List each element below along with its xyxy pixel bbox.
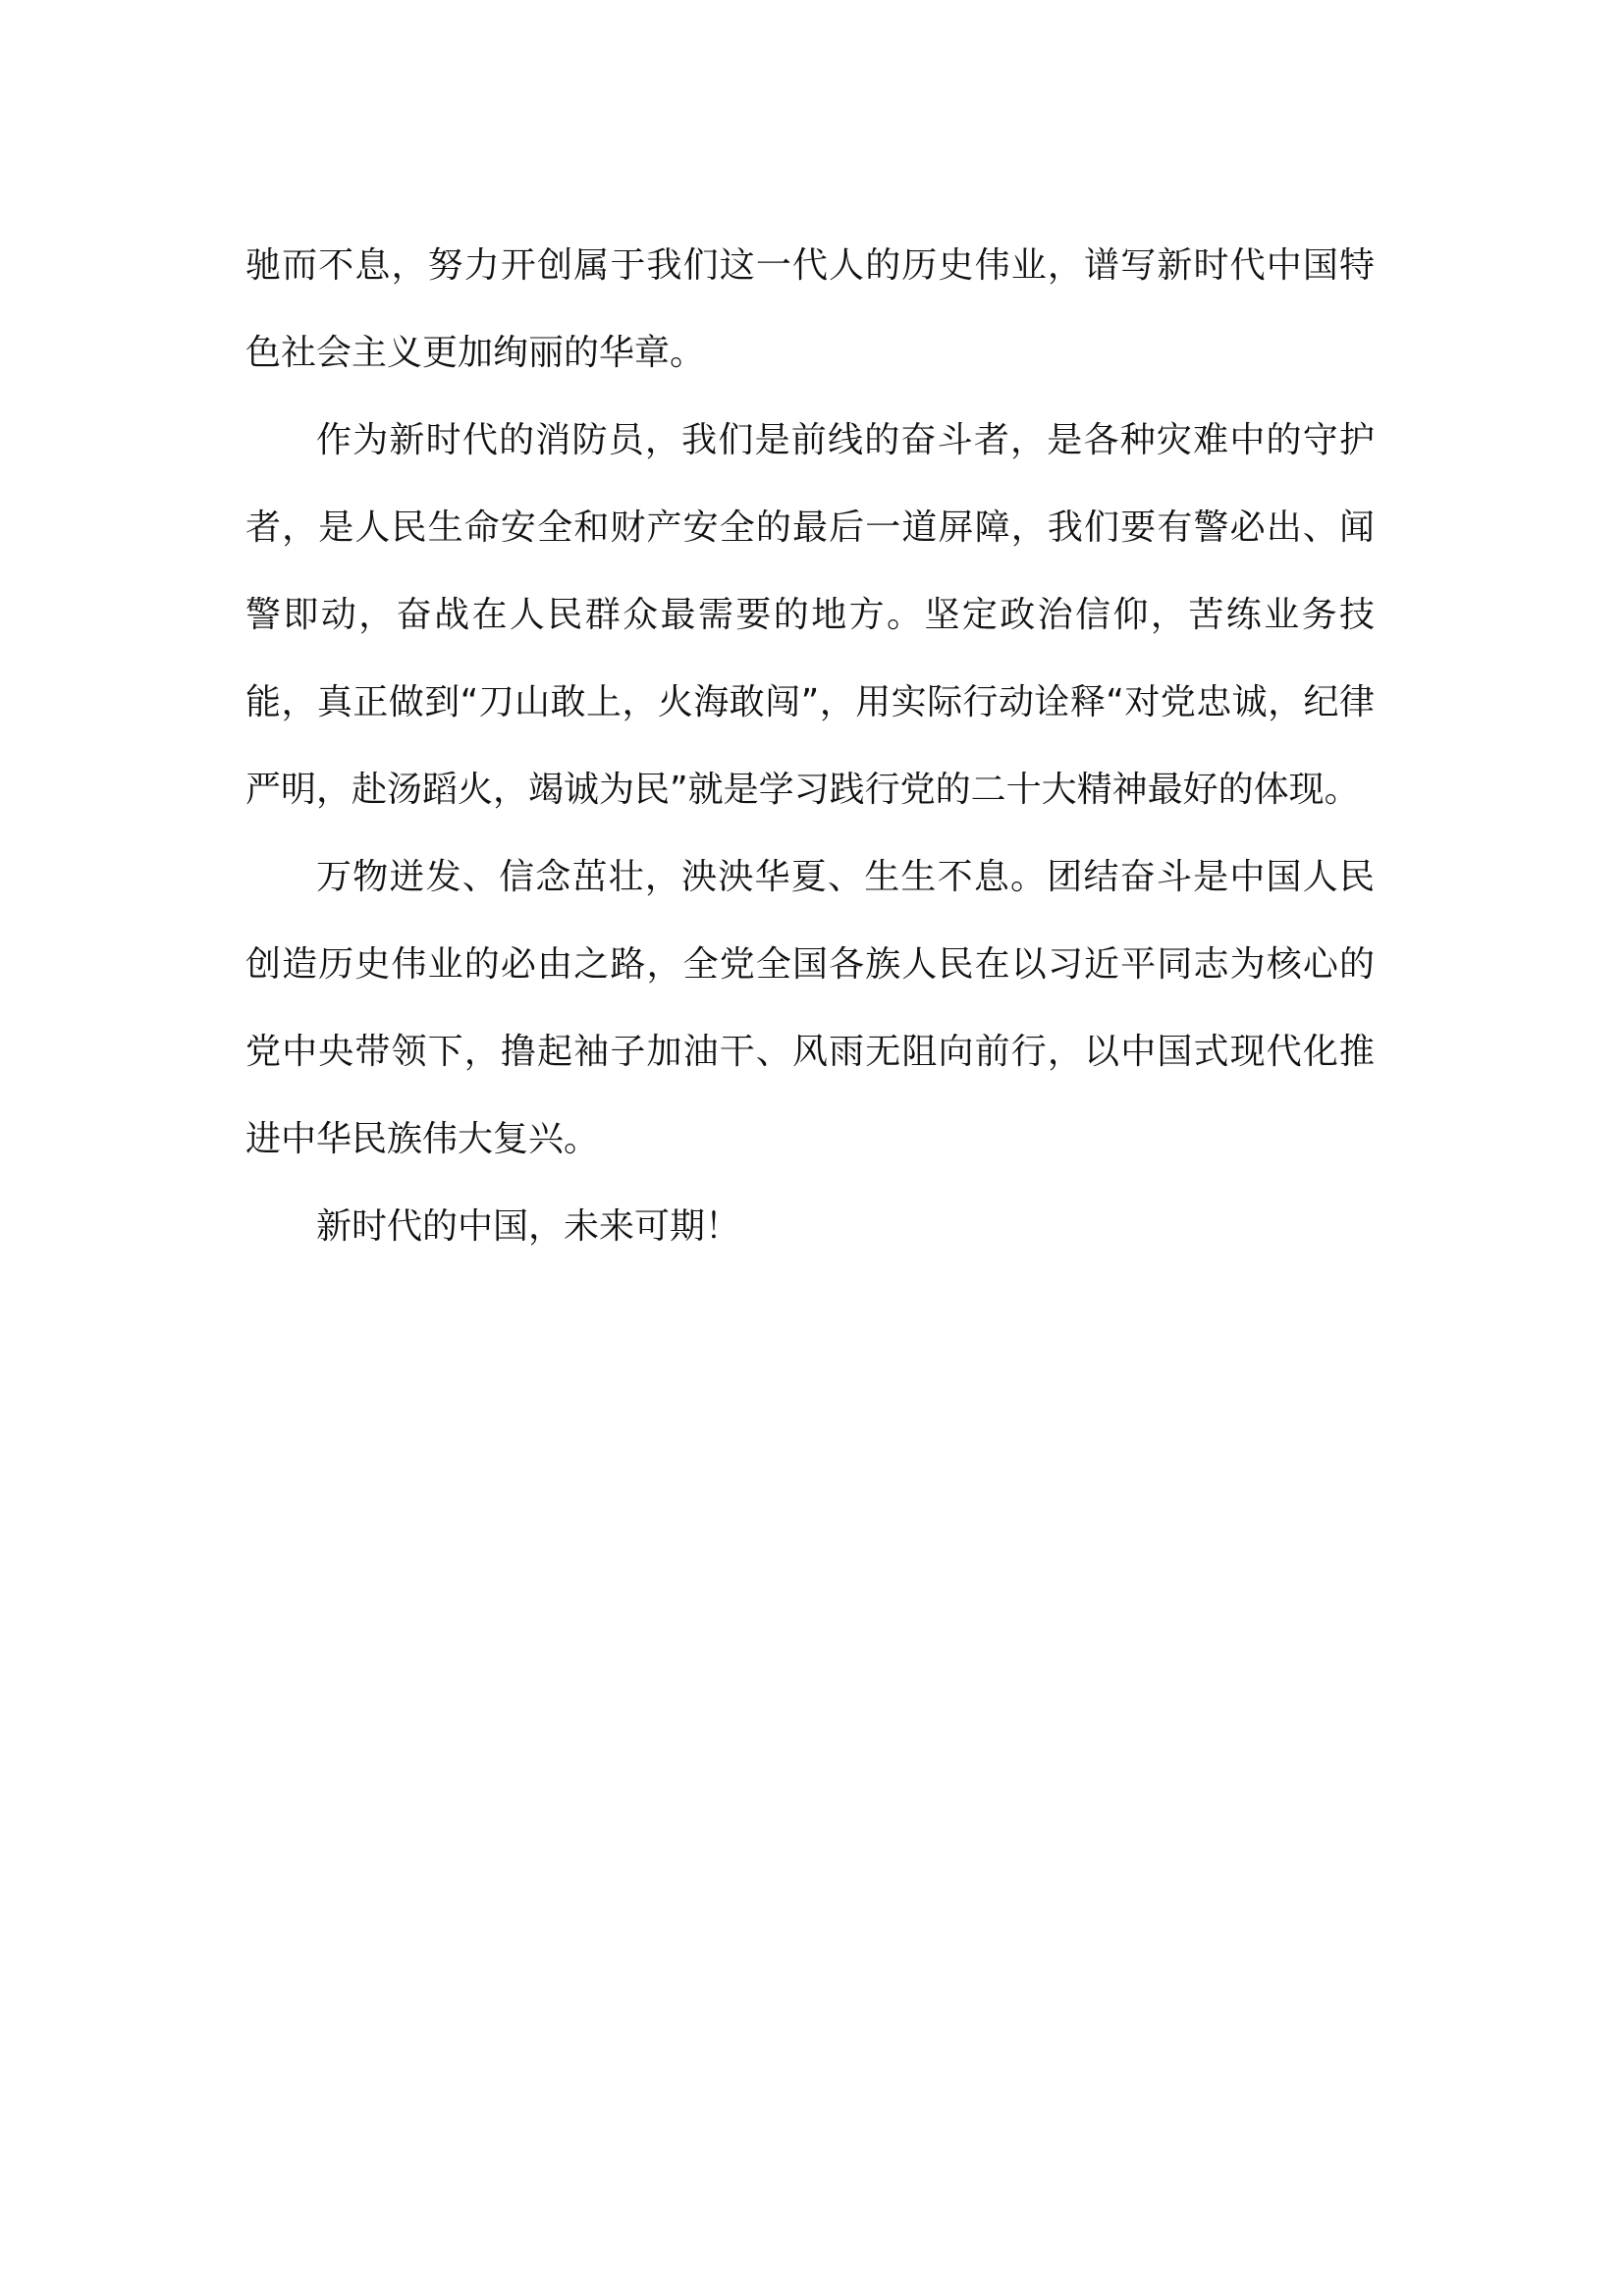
document-body xyxy=(245,222,1375,1270)
paragraph-4: 新时代的中国，未来可期！ xyxy=(316,1206,741,1247)
paragraph-3: 万物迸发、信念茁壮，泱泱华夏、生生不息。团结奋斗是中国人民创造历史伟业的必由之路，全党全国各族人民在以习近平同志为核心的党中央带领下，撸起袖子加油干、风雨无阻向前行，以中国式现代化推进中华民族伟大复兴。 xyxy=(245,857,1375,1159)
paragraph-2: 作为新时代的消防员，我们是前线的奋斗者，是各种灾难中的守护者，是人民生命安全和财产安全的最后一道屏障，我们要有警必出、闻警即动，奋战在人民群众最需要的地方。坚定政治信仰，苦练业务技能，真正做到“刀山敢上，火海敢闯”，用实际行动诠释“对党忠诚，纪律严明，赴汤蹈火，竭诚为民”就是学习践行党的二十大精神最好的体现。 xyxy=(245,420,1375,810)
paragraph-1: 驰而不息，努力开创属于我们这一代人的历史伟业，谱写新时代中国特色社会主义更加绚丽的华章。 xyxy=(245,245,1375,373)
